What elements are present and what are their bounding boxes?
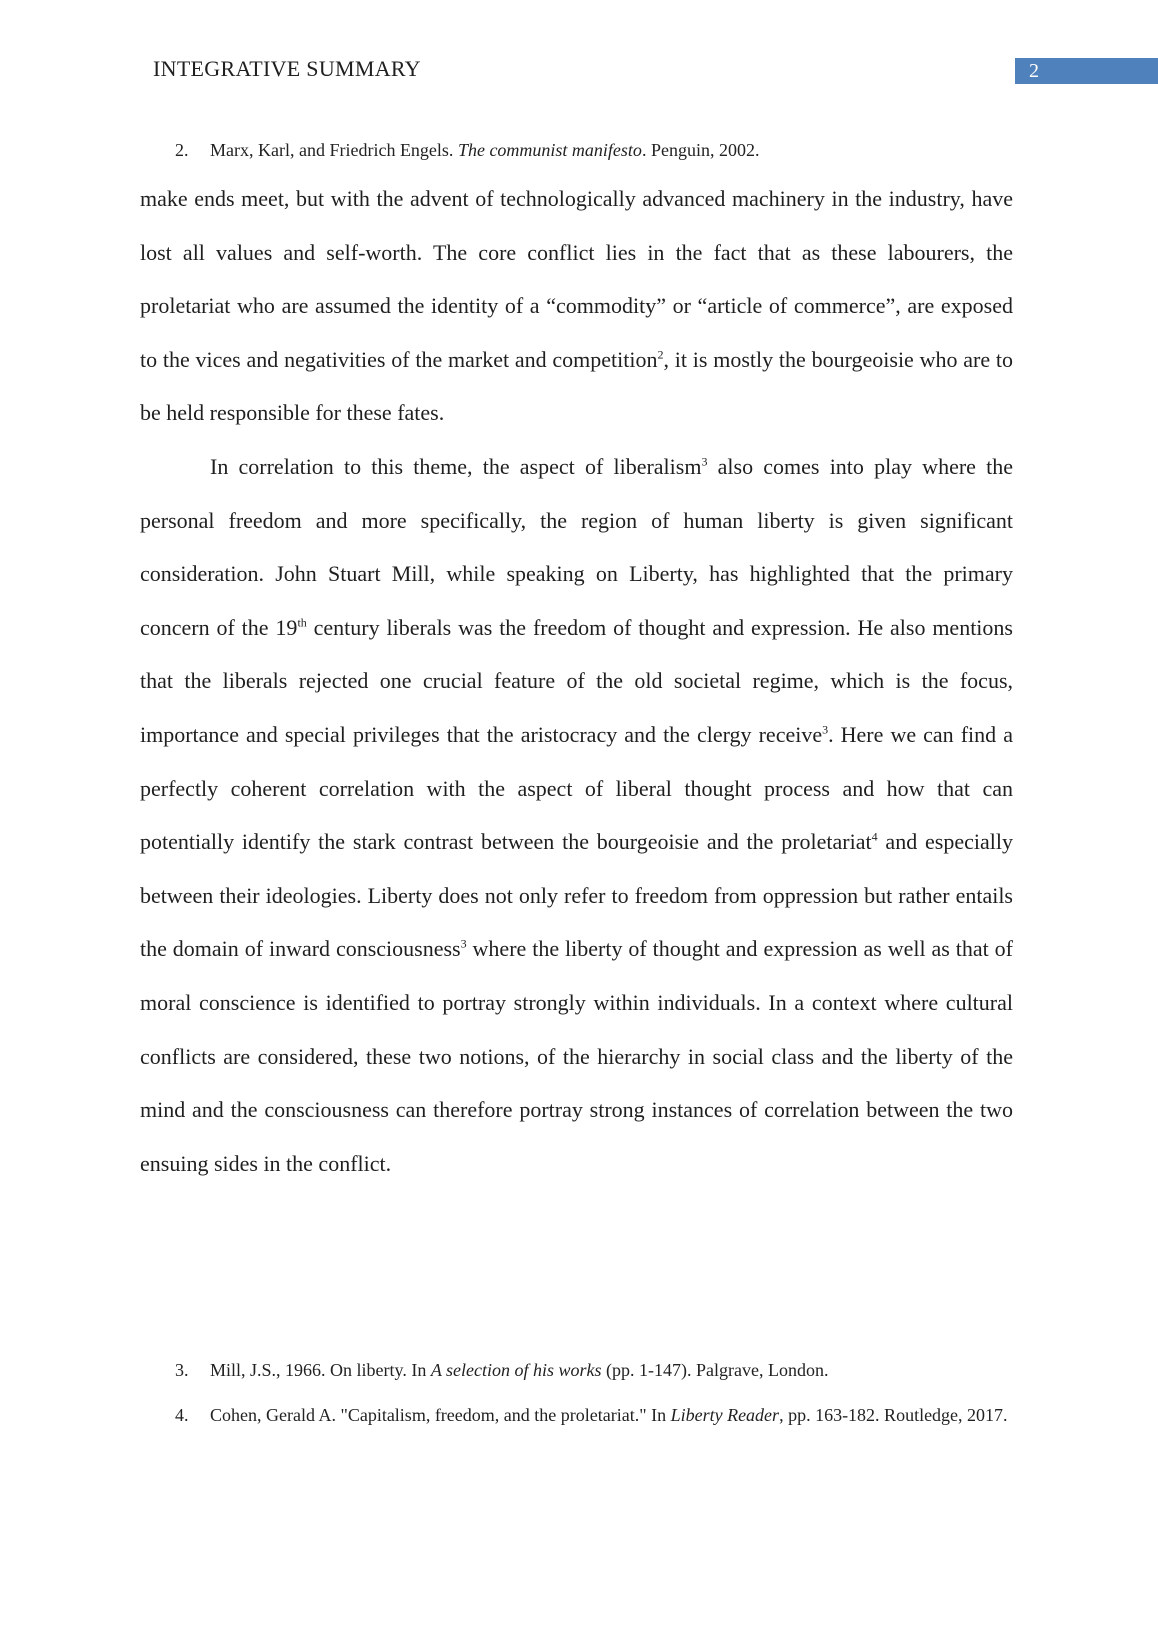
footnote-ref: 3 [701,454,708,469]
paragraph-text: . Here we can find a perfectly coherent correlation with the aspect of liberal thought process and how that can potentially identify the stark contrast between the bourgeoisie and the proletariat [140,721,1013,855]
footnote-text-end: . Penguin, 2002. [641,140,760,160]
footnote-ref: 4 [871,829,878,844]
footnote-text: Cohen, Gerald A. "Capitalism, freedom, and the proletariat." In [210,1405,671,1425]
footnote-item [175,128,1013,173]
paragraph-text: In correlation to this theme, the aspect of liberalism [210,453,702,479]
paragraph-text: and especially between their ideologies. Liberty does not only refer to freedom from oppression but rather entails the domain of inward consciousness [140,829,1013,962]
body-text [140,172,1013,1190]
paragraph-text: , it is mostly the bourgeoisie who are to be held responsible for these fates. [140,346,1014,426]
footnote-number: 3. [175,1360,189,1380]
ordinal-suffix: th [297,615,307,630]
paragraph-text: where the liberty of thought and expression as well as that of moral conscience is identified to portray strongly within individuals. In a context where cultural conflicts are considered, these two notions, of the hierarchy in social class and the liberty of the mind and the consciousness can therefore portray strong instances of correlation between the two ensuing sides in the conflict. [140,936,1013,1176]
footnote-ref: 3 [460,936,467,951]
paragraph-text: century liberals was the freedom of thought and expression. He also mentions that the liberals rejected one crucial feature of the old societal regime, which is the focus, importance and special privileges that the aristocracy and the clergy receive [140,614,1013,747]
footnote-item [175,1348,1013,1393]
footnote-text-end: (pp. 1-147). Palgrave, London. [601,1360,829,1380]
footnote-title: A selection of his works [430,1360,602,1380]
footnote-title: Liberty Reader [670,1405,780,1425]
footnote-list-bottom [175,1348,1013,1438]
footnote-item [175,1393,1013,1438]
page-header-title: INTEGRATIVE SUMMARY [153,56,421,81]
footnote-text: Mill, J.S., 1966. On liberty. In [210,1360,431,1380]
paragraph-text: also comes into play where the personal freedom and more specifically, the region of human liberty is given significant consideration. John Stuart Mill, while speaking on Liberty, has highlighted that the primary concern of the 19 [140,453,1013,640]
page-number: 2 [1015,58,1158,84]
footnote-text-end: , pp. 163-182. Routledge, 2017. [779,1405,1008,1425]
footnote-text: Marx, Karl, and Friedrich Engels. [210,140,458,160]
paragraph-1 [140,172,1013,440]
footnote-title: The communist manifesto [457,140,642,160]
footnote-list-top [175,128,1013,173]
footnote-ref: 2 [657,347,664,362]
paragraph-2 [140,440,1013,1190]
footnote-ref: 3 [822,722,829,737]
footnote-number: 2. [175,140,189,160]
footnote-number: 4. [175,1405,189,1425]
paragraph-text: make ends meet, but with the advent of technologically advanced machinery in the industry, have lost all values and self-worth. The core conflict lies in the fact that as these labourers, the proletariat who are assumed the identity of a “commodity” or “article of commerce”, are exposed to the vices and negativities of the market and competition [140,186,1013,372]
